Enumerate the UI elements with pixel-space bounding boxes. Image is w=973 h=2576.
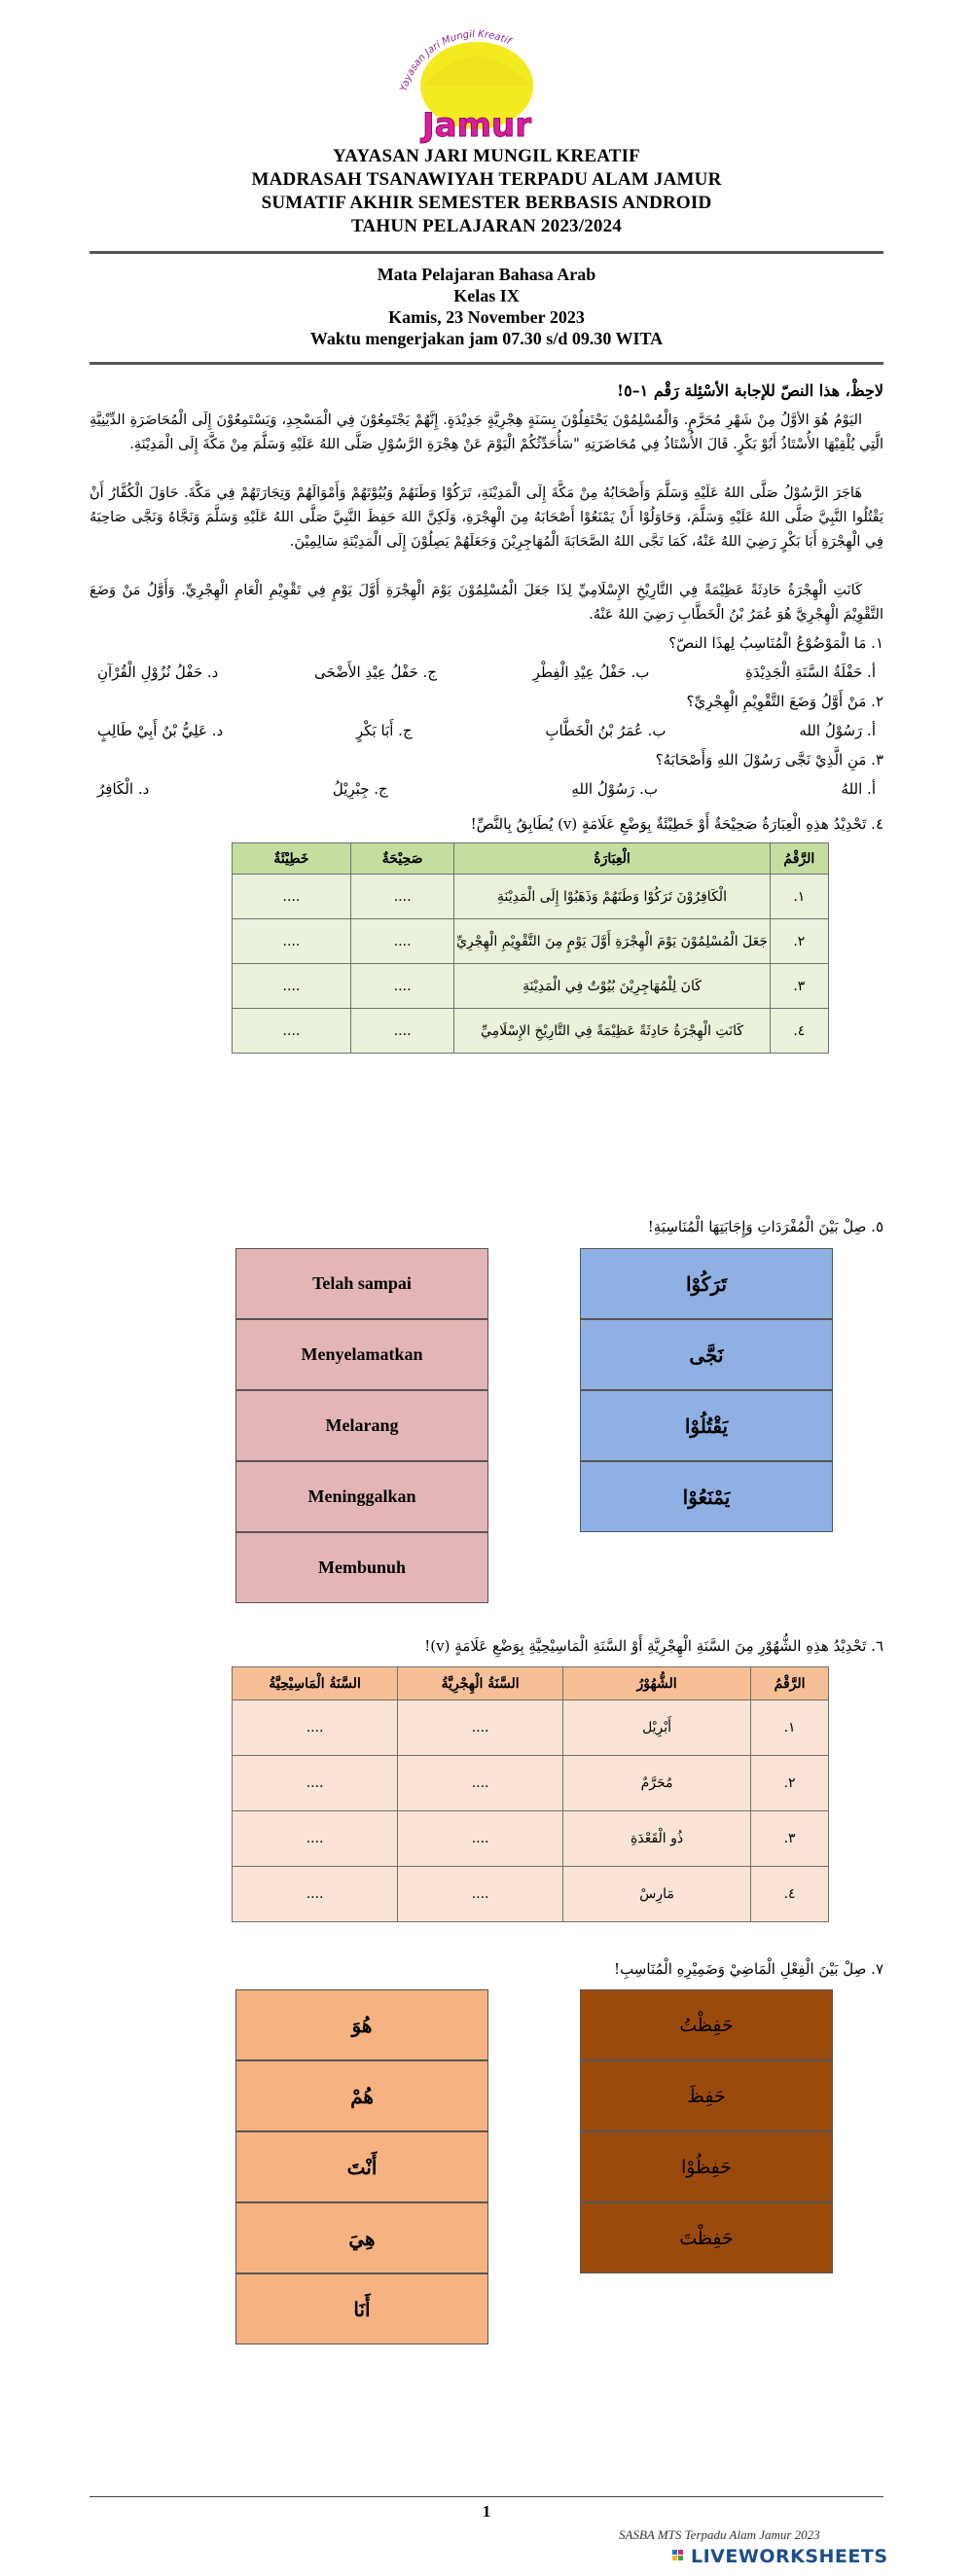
match5-left-item[interactable]: Melarang <box>235 1390 488 1461</box>
passage-paragraph-3: كَانَتِ الْهِجْرَةُ حَادِثَةً عَظِيْمَةً فِي التَّارِيْخِ الإِسْلَامِيِّ لِذَا جَعَلَ الْمُسْلِمُوْنَ يَوْمَ الْهِجْرَةِ أَوَّلَ يَوْمٍ فِي تَقْوِيْمِ الْعَامِ الْهِجْرِيِّ. وَأَوَّلُ مَنْ وَضَعَ التَّقْوِيْمَ الْهِجْرِيَّ هُوَ عُمَرُ بْنُ الْخَطَّابِ رَضِيَ اللهُ عَنْهُ. <box>90 583 883 623</box>
match5-right-item[interactable]: يَمْنَعُوْا <box>580 1461 833 1532</box>
question-7: ٧. صِلْ بَيْنَ الْفِعْلِ الْمَاضِيْ وَضَمِيْرِهِ الْمُنَاسِبِ! <box>614 1960 883 1978</box>
match7-right-item[interactable]: حَفِظَ <box>580 2060 833 2131</box>
table4-header-number: الرَّقْمُ <box>770 843 828 875</box>
match5-left-item[interactable]: Meninggalkan <box>235 1461 488 1532</box>
table-months <box>232 1666 829 1922</box>
q3-option-d[interactable]: د. الْكَافِرُ <box>97 780 150 798</box>
header-school: MADRASAH TSANAWIYAH TERPADU ALAM JAMUR <box>251 169 722 190</box>
match5-right-item[interactable]: نَجَّى <box>580 1319 833 1390</box>
table4-cell-number: ٤. <box>770 1009 828 1054</box>
liveworksheets-icon <box>671 2548 687 2565</box>
q1-option-b[interactable]: ب. حَفْلُ عِيْدِ الْفِطْرِ <box>532 663 650 681</box>
table6-cell-hijri[interactable]: .... <box>398 1756 563 1811</box>
svg-text:Yayasan Jari Mungil Kreatif: Yayasan Jari Mungil Kreatif <box>398 28 513 93</box>
question-6: ٦. تَحْدِيْدُ هذِهِ الشُّهُوْرِ مِنَ السَّنَةِ الْهِجْرِيَّةِ أَوْ السَّنَةِ الْمَاسِيْحِيَّةِ بِوَضْعِ عَلَامَةٍ (v)! <box>424 1637 883 1655</box>
match7-left-item[interactable]: أَنَا <box>235 2273 488 2344</box>
question-2-options <box>97 722 876 739</box>
match7-right-item[interactable]: حَفِظْتُ <box>580 1989 833 2060</box>
table4-cell-number: ١. <box>770 875 828 919</box>
table6-header-masehi: السَّنَةُ الْمَاسِيْحِيَّةُ <box>233 1667 398 1700</box>
match7-left-item[interactable]: هُمْ <box>235 2060 488 2131</box>
info-time: Waktu mengerjakan jam 07.30 s/d 09.30 WITA <box>309 329 664 348</box>
table6-cell-month: ذُو الْقَعْدَةِ <box>563 1811 751 1867</box>
match5-left-item[interactable]: Telah sampai <box>235 1248 488 1319</box>
match7-right-item[interactable]: حَفِظُوْا <box>580 2131 833 2202</box>
table-row <box>233 1009 829 1054</box>
match7-left-item[interactable]: أَنْتَ <box>235 2131 488 2202</box>
table6-cell-masehi[interactable]: .... <box>233 1867 398 1922</box>
passage-paragraph-2: هَاجَرَ الرَّسُوْلُ صَلَّى اللهُ عَلَيْهِ وَسَلَّمَ وَأَصْحَابُهُ مِنْ مَكَّةَ إِلَى الْمَدِيْنَةِ، تَرَكُوْا وَطَنَهُمْ وَبُيُوْتَهُمْ وَأَمْوَالَهُمْ وَتِجَارَتَهُمْ فِي مَكَّةَ. حَاوَلَ الْكُفَّارُ أَنْ يَقْتُلُوا النَّبِيَّ صَلَّى اللهُ عَلَيْهِ وَسَلَّمَ، وَحَاوَلُوْا أَنْ يَمْنَعُوْا أَصْحَابَهُ مِنَ الْهِجْرَةِ، وَلَكِنَّ اللهَ حَفِظَ النَّبِيَّ صَلَّى اللهُ عَلَيْهِ وَسَلَّمَ وَنَجَّاهُ وَنَجَّى صَاحِبَهُ فِي الْهِجْرَةِ أَبَا بَكْرٍ رَضِيَ اللهُ عَنْهُ، كَمَا نَجَّى اللهُ الصَّحَابَةَ الْمُهَاجِرِيْنَ وَجَعَلَهُمْ يَصِلُوْنَ إِلَى الْمَدِيْنَةِ سَالِمِيْنَ. <box>90 485 883 550</box>
table6-cell-number: ٤. <box>751 1867 829 1922</box>
page-number: 1 <box>482 2502 491 2521</box>
liveworksheets-badge[interactable] <box>671 2546 888 2567</box>
table4-cell-false[interactable]: .... <box>233 919 351 964</box>
school-logo <box>375 18 579 144</box>
question-1: ١. مَا الْمَوْضُوْعُ الْمُنَاسِبُ لِهذَا النصّ؟ <box>668 634 883 652</box>
match7-left-item[interactable]: هِيَ <box>235 2202 488 2273</box>
table6-cell-month: مُحَرَّمٌ <box>563 1756 751 1811</box>
table4-cell-true[interactable]: .... <box>350 919 453 964</box>
table4-cell-false[interactable]: .... <box>233 964 351 1009</box>
table-row <box>233 1811 829 1867</box>
info-date: Kamis, 23 November 2023 <box>388 307 585 327</box>
passage-paragraph-1: اليَوْمُ هُوَ الأوَّلُ مِنْ شَهْرِ مُحَرَّمٍ. وَالْمُسْلِمُوْنَ يَحْتَفِلُوْنَ بِسَنَةٍ هِجْرِيَّةٍ جَدِيْدَةٍ. إِنَّهُمْ يَجْتَمِعُوْنَ فِي الْمَسْجِدِ، وَيَسْتَمِعُوْنَ إِلَى الْمُحَاضَرَةِ الدِّيْنِيَّةِ الَّتِي يُلْقِيْهَا الأُسْتَاذُ أَبُوْ بَكْرٍ. قَالَ الأُسْتَاذُ فِي مُحَاضَرَتِهِ "سَأُحَدِّثُكُمْ الْيَوْمَ عَنْ هِجْرَةِ الرَّسُوْلِ صَلَّى اللهُ عَلَيْهِ وَسَلَّمَ مِنْ مَكَّةَ إِلَى الْمَدِيْنَةِ. <box>90 412 883 452</box>
table4-header-row <box>233 843 829 875</box>
table6-cell-masehi[interactable]: .... <box>233 1811 398 1867</box>
table-row <box>233 919 829 964</box>
table-true-false <box>232 842 829 1054</box>
header-exam: SUMATIF AKHIR SEMESTER BERBASIS ANDROID <box>261 193 712 213</box>
table6-cell-number: ١. <box>751 1700 829 1756</box>
table4-header-false: خَطِيْئَةٌ <box>233 843 351 875</box>
table4-cell-number: ٣. <box>770 964 828 1009</box>
table-row <box>233 875 829 919</box>
table4-cell-true[interactable]: .... <box>350 875 453 919</box>
q3-option-b[interactable]: ب. رَسُوْلُ اللهِ <box>571 780 658 798</box>
match5-right-item[interactable]: يَقْتُلُوْا <box>580 1390 833 1461</box>
table6-cell-hijri[interactable]: .... <box>398 1700 563 1756</box>
table6-header-month: الشُّهُوْرُ <box>563 1667 751 1700</box>
table6-cell-masehi[interactable]: .... <box>233 1700 398 1756</box>
question-1-options <box>97 663 876 681</box>
q1-option-a[interactable]: أ. حَفْلَةُ السَّنَةِ الْجَدِيْدَةِ <box>745 663 876 681</box>
table4-cell-false[interactable]: .... <box>233 875 351 919</box>
table4-cell-statement: جَعَلَ الْمُسْلِمُوْنَ يَوْمَ الْهِجْرَةِ أَوَّلَ يَوْمٍ مِنَ التَّقْوِيْمِ الْهِجْرِيِّ <box>454 919 770 964</box>
table4-cell-true[interactable]: .... <box>350 1009 453 1054</box>
table6-cell-hijri[interactable]: .... <box>398 1867 563 1922</box>
table6-cell-masehi[interactable]: .... <box>233 1756 398 1811</box>
table4-header-statement: الْعِبَارَةُ <box>454 843 770 875</box>
q2-option-d[interactable]: د. عَلِيُّ بْنُ أَبِيْ طَالِبٍ <box>97 722 224 739</box>
table-row <box>233 1867 829 1922</box>
table4-cell-number: ٢. <box>770 919 828 964</box>
liveworksheets-label: LIVEWORKSHEETS <box>691 2546 888 2567</box>
footer-divider <box>90 2496 883 2497</box>
info-divider <box>90 362 883 365</box>
table6-cell-month: أَبْرِيْل <box>563 1700 751 1756</box>
q2-option-b[interactable]: ب. عُمَرُ بْنُ الْخَطَّابِ <box>545 722 667 739</box>
question-4: ٤. تَحْدِيْدُ هذِهِ الْعِبَارَةُ صَحِيْحَةٌ أَوْ خَطِيْئَةٌ بِوَضْعِ عَلَامَةٍ (v) يُطَابِقُ بِالنَّصِّ! <box>470 815 883 833</box>
info-class: Kelas IX <box>453 286 520 305</box>
header-foundation: YAYASAN JARI MUNGIL KREATIF <box>333 146 640 166</box>
table-row <box>233 1756 829 1811</box>
question-3-options <box>97 780 876 798</box>
question-5: ٥. صِلْ بَيْنَ الْمُفْرَدَاتِ وَإِجَابَتِهَا الْمُنَاسِبَةِ! <box>647 1218 883 1235</box>
table4-cell-statement: كَانَ لِلْمُهَاجِرِيْنَ بُيُوْتٌ فِي الْمَدِيْنَةِ <box>454 964 770 1009</box>
table6-cell-month: مَارِسْ <box>563 1867 751 1922</box>
match5-left-item[interactable]: Menyelamatkan <box>235 1319 488 1390</box>
table6-cell-number: ٢. <box>751 1756 829 1811</box>
match7-left-item[interactable]: هُوَ <box>235 1989 488 2060</box>
q2-option-a[interactable]: أ. رَسُوْلُ الله <box>799 722 876 739</box>
q1-option-d[interactable]: د. حَفْلُ نُزُوْلِ الْقُرْآنِ <box>97 663 219 681</box>
table4-cell-statement: كَانَتِ الْهِجْرَةُ حَادِثَةً عَظِيْمَةً فِي التَّارِيْخِ الإِسْلَامِيِّ <box>454 1009 770 1054</box>
q1-option-c[interactable]: ج. حَفْلُ عِيْدِ الأَضْحَى <box>314 663 438 681</box>
header-divider <box>90 251 883 254</box>
footer-note: SASBA MTS Terpadu Alam Jamur 2023 <box>619 2527 820 2542</box>
match7-right-item[interactable]: حَفِظْتَ <box>580 2202 833 2273</box>
table-row <box>233 1700 829 1756</box>
table4-cell-true[interactable]: .... <box>350 964 453 1009</box>
q2-option-c[interactable]: ج. أَبَا بَكْرٍ <box>356 722 413 739</box>
table6-header-row <box>233 1667 829 1700</box>
q3-option-a[interactable]: أ. اللهُ <box>841 780 876 798</box>
header-year: TAHUN PELAJARAN 2023/2024 <box>350 216 623 236</box>
table4-cell-statement: الْكَافِرُوْنَ تَرَكُوْا وَطَنَهُمْ وَذَهَبُوْا إِلَى الْمَدِيْنَةِ <box>454 875 770 919</box>
table-row <box>233 964 829 1009</box>
info-subject: Mata Pelajaran Bahasa Arab <box>377 265 596 284</box>
question-2: ٢. مَنْ أَوَّلُ وَضَعَ التَّقْوِيْمِ الْهِجْرِيِّ؟ <box>686 693 883 710</box>
instruction: لاحِظْ، هذا النصّ للإجابة الأسْئِلة رَقْم ١–٥! <box>617 381 883 400</box>
match5-right-item[interactable]: تَرَكُوْا <box>580 1248 833 1319</box>
question-3: ٣. مَنِ الَّذِيْ نَجَّى رَسُوْلَ اللهِ وَأَصْحَابَهُ؟ <box>655 751 883 769</box>
table6-cell-number: ٣. <box>751 1811 829 1867</box>
match5-left-item[interactable]: Membunuh <box>235 1532 488 1603</box>
table6-cell-hijri[interactable]: .... <box>398 1811 563 1867</box>
table6-header-number: الرَّقْمُ <box>751 1667 829 1700</box>
table4-cell-false[interactable]: .... <box>233 1009 351 1054</box>
q3-option-c[interactable]: ج. جِبْرِيْلُ <box>332 780 388 798</box>
svg-text:Jamur: Jamur <box>422 106 531 144</box>
table6-header-hijri: السَّنَةُ الْهِجْرِيَّةُ <box>398 1667 563 1700</box>
table4-header-true: صَحِيْحَةٌ <box>350 843 453 875</box>
